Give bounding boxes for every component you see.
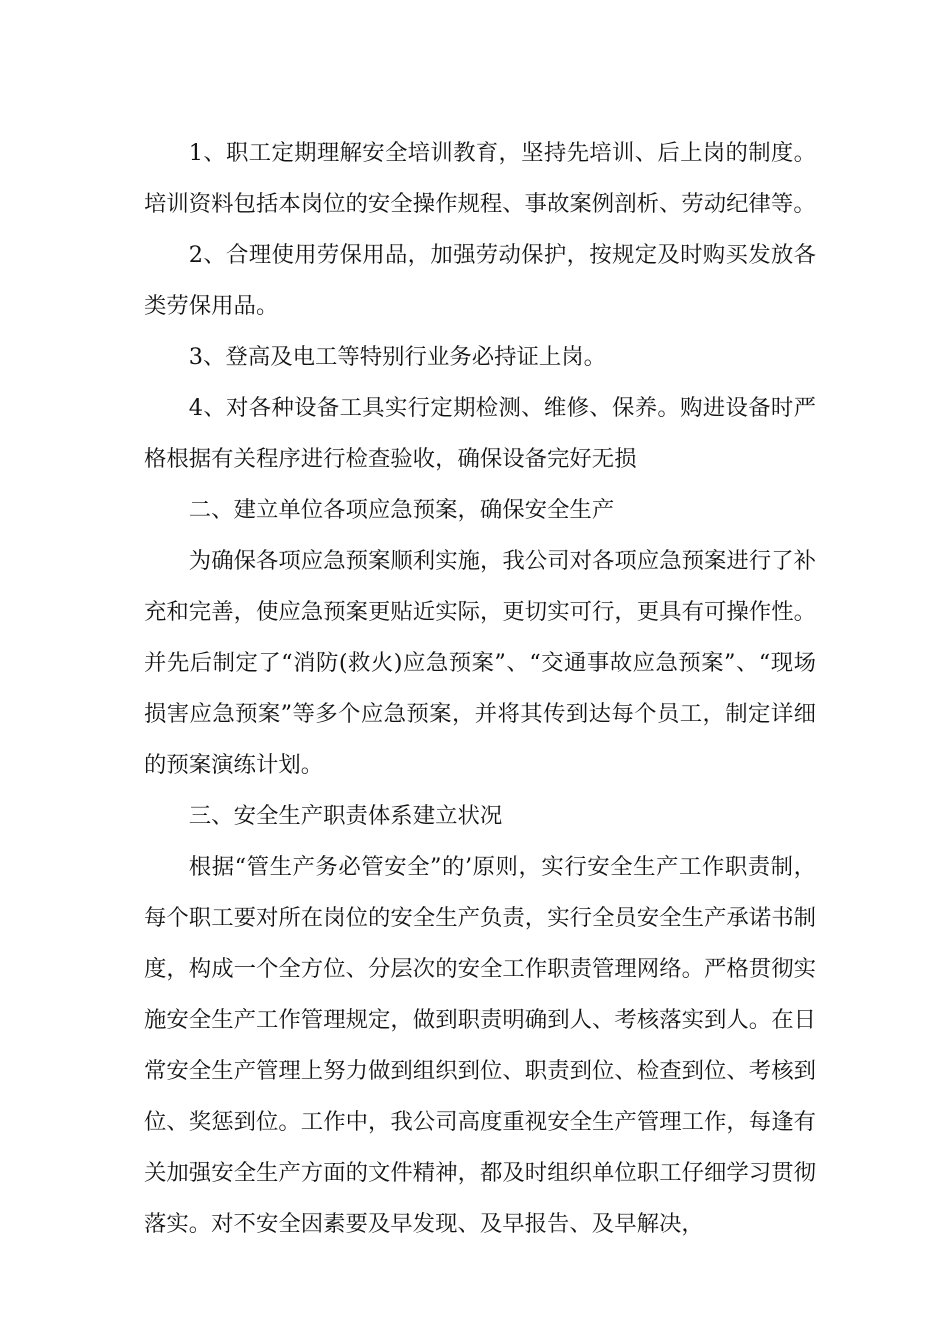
paragraph-protective-equipment: 2、合理使用劳保用品，加强劳动保护，按规定及时购买发放各类劳保用品。 bbox=[144, 242, 816, 319]
paragraph-emergency-plans: 为确保各项应急预案顺利实施，我公司对各项应急预案进行了补充和完善，使应急预案更贴近实际，更切实可行，更具有可操作性。并先后制定了“消防(救火)应急预案”、“交通事故应急预案”、“现场损害应急预案”等多个应急预案，并将其传到达每个员工，制定详细的预案演练计划。 bbox=[144, 548, 816, 778]
paragraph-certification: 3、登高及电工等特别行业务必持证上岗。 bbox=[188, 344, 607, 370]
section-heading-responsibility-system: 三、安全生产职责体系建立状况 bbox=[188, 803, 503, 829]
document-body bbox=[144, 128, 816, 1250]
paragraph-equipment-maintenance: 4、对各种设备工具实行定期检测、维修、保养。购进设备时严格根据有关程序进行检查验收，确保设备完好无损 bbox=[144, 395, 816, 472]
paragraph-responsibility-system: 根据“管生产务必管安全”的’原则，实行安全生产工作职责制，每个职工要对所在岗位的安全生产负责，实行全员安全生产承诺书制度，构成一个全方位、分层次的安全工作职责管理网络。严格贯彻实施安全生产工作管理规定，做到职责明确到人、考核落实到人。在日常安全生产管理上努力做到组织到位、职责到位、检查到位、考核到位、奖惩到位。工作中，我公司高度重视安全生产管理工作，每逢有关加强安全生产方面的文件精神，都及时组织单位职工仔细学习贯彻落实。对不安全因素要及早发现、及早报告、及早解决， bbox=[144, 854, 816, 1237]
paragraph-training: 1、职工定期理解安全培训教育，坚持先培训、后上岗的制度。培训资料包括本岗位的安全操作规程、事故案例剖析、劳动纪律等。 bbox=[144, 140, 816, 217]
section-heading-emergency-plans: 二、建立单位各项应急预案，确保安全生产 bbox=[188, 497, 615, 523]
